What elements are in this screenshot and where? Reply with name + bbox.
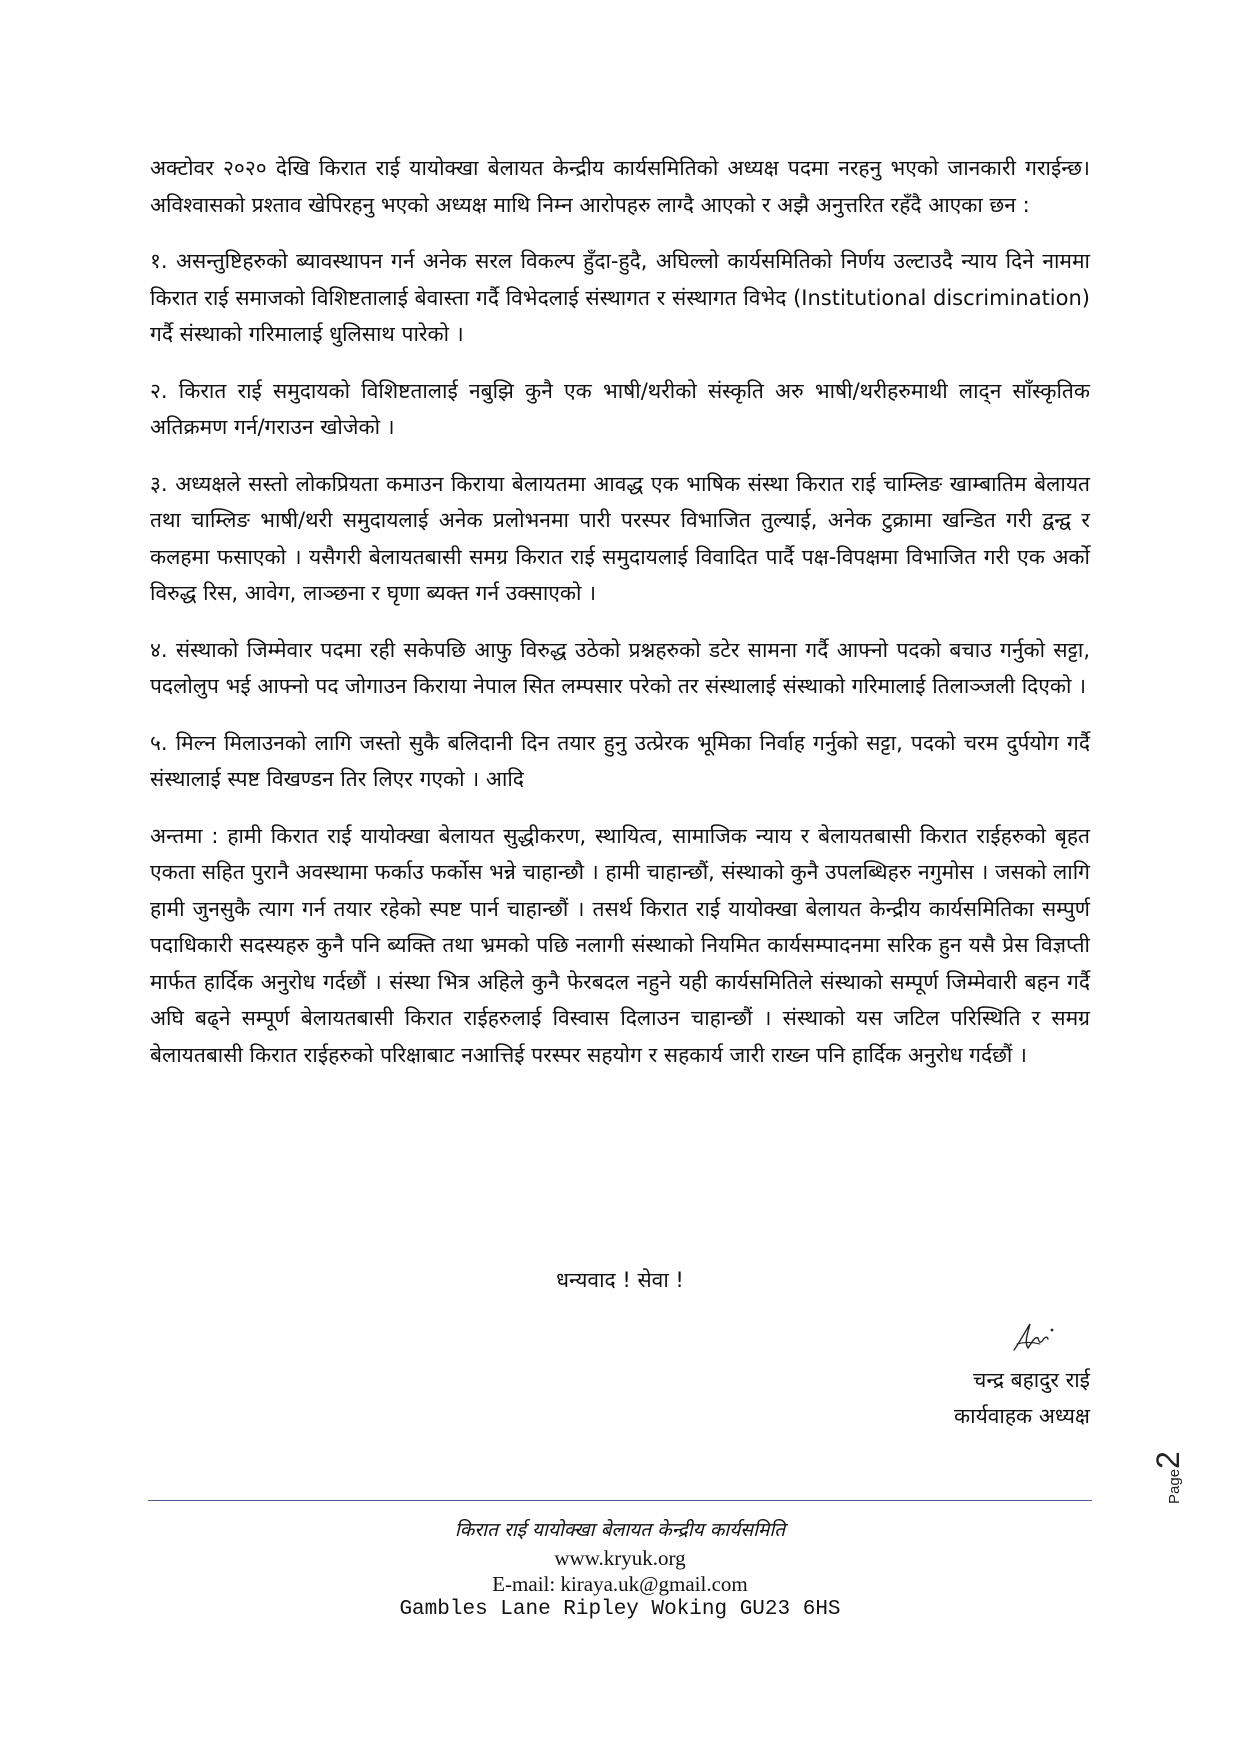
signature-mark [1008,1320,1058,1356]
signature-block [954,1362,1090,1434]
footer [0,1515,1240,1623]
footer-address: Gambles Lane Ripley Woking GU23 6HS [399,1598,841,1621]
footer-website-link[interactable]: www.kryuk.org [554,1546,686,1570]
page-label: Page [1166,1468,1183,1504]
intro-paragraph: अक्टोवर २०२० देखि किरात राई यायोक्खा बेलायत केन्द्रीय कार्यसमितिको अध्यक्ष पदमा नरहनु भएको जानकारी गराईन्छ। अविश्वासको प्रश्ताव खेपिरहनु भएको अध्यक्ष माथि निम्न आरोपहरु लाग्दै आएको र अझै अनुत्तरित रहँदै आएका छन : [150,156,1090,217]
page-number: 2 [1150,1451,1186,1469]
conclusion-paragraph: अन्तमा : हामी किरात राई यायोक्खा बेलायत सुद्धीकरण, स्थायित्व, सामाजिक न्याय र बेलायतबासी किरात राईहरुको बृहत एकता सहित पुरानै अवस्थामा फर्काउ फर्कोस भन्ने चाहान्छौ । हामी चाहान्छौं, संस्थाको कुनै उपलब्धिहरु नगुमोस । जसको लागि हामी जुनसुकै त्याग गर्न तयार रहेको स्पष्ट पार्न चाहान्छौं । तसर्थ किरात राई यायोक्खा बेलायत केन्द्रीय कार्यसमितिका सम्पुर्ण पदाधिकारी सदस्यहरु कुनै पनि ब्यक्ति तथा भ्रमको पछि नलागी संस्थाको नियमित कार्यसम्पादनमा सरिक हुन यसै प्रेस विज्ञप्ती मार्फत हार्दिक अनुरोध गर्दछौं । संस्था भित्र अहिले कुनै फेरबदल नहुने यही कार्यसमितिले संस्थाको सम्पूर्ण जिम्मेवारी बहन गर्दै अघि बढ्ने सम्पूर्ण बेलायतबासी किरात राईहरुलाई विस्वास दिलाउन चाहान्छौं । संस्थाको यस जटिल परिस्थिति र समग्र बेलायतबासी किरात राईहरुको परिक्षाबाट नआत्तिई परस्पर सहयोग र सहकार्य जारी राख्न पनि हार्दिक अनुरोध गर्दछौं । [150,823,1090,1067]
page-number-marker [1150,1430,1210,1510]
closing-line: धन्यवाद ! सेवा ! [556,1268,684,1292]
footer-email-link[interactable]: E-mail: kiraya.uk@gmail.com [492,1572,748,1596]
signer-title: कार्यवाहक अध्यक्ष [954,1404,1090,1428]
allegation-2: २. किरात राई समुदायको विशिष्टतालाई नबुझि कुनै एक भाषी/थरीको संस्कृति अरु भाषी/थरीहरुमाथी लाद्न साँस्कृतिक अतिक्रमण गर्न/गराउन खोजेको । [150,378,1090,439]
allegation-3: ३. अध्यक्षले सस्तो लोकप्रियता कमाउन किराया बेलायतमा आवद्ध एक भाषिक संस्था किरात राई चाम्लिङ खाम्बातिम बेलायत तथा चाम्लिङ भाषी/थरी समुदायलाई अनेक प्रलोभनमा पारी परस्पर विभाजित तुल्याई, अनेक टुक्रामा खन्डित गरी द्वन्द्व र कलहमा फसाएको । यसैगरी बेलायतबासी समग्र किरात राई समुदायलाई विवादित पार्दै पक्ष-विपक्षमा विभाजित गरी एक अर्को विरुद्ध रिस, आवेग, लाञ्छना र घृणा ब्यक्त गर्न उक्साएको । [150,471,1090,605]
signer-name: चन्द्र बहादुर राई [973,1368,1090,1392]
allegation-1: १. असन्तुष्टिहरुको ब्यावस्थापन गर्न अनेक सरल विकल्प हुँदा-हुदै, अघिल्लो कार्यसमितिको निर्णय उल्टाउदै न्याय दिने नाममा किरात राई समाजको विशिष्टतालाई बेवास्ता गर्दै विभेदलाई संस्थागत र संस्थागत विभेद (Institutional discrimination) गर्दै संस्थाको गरिमालाई धुलिसाथ पारेको । [150,249,1090,346]
allegation-4: ४. संस्थाको जिम्मेवार पदमा रही सकेपछि आफु विरुद्ध उठेको प्रश्नहरुको डटेर सामना गर्दै आफ्नो पदको बचाउ गर्नुको सट्टा, पदलोलुप भई आफ्नो पद जोगाउन किराया नेपाल सित लम्पसार परेको तर संस्थालाई संस्थाको गरिमालाई तिलाञ्जली दिएको । [150,637,1090,698]
footer-divider [148,1500,1092,1501]
allegation-5: ५. मिल्न मिलाउनको लागि जस्तो सुकै बलिदानी दिन तयार हुनु उत्प्रेरक भूमिका निर्वाह गर्नुको सट्टा, पदको चरम दुर्पयोग गर्दै संस्थालाई स्पष्ट विखण्डन तिर लिएर गएको । आदि [150,730,1090,791]
footer-org-name: किरात राई यायोक्खा बेलायत केन्द्रीय कार्यसमिति [454,1519,786,1541]
letter-body [150,150,1090,1093]
